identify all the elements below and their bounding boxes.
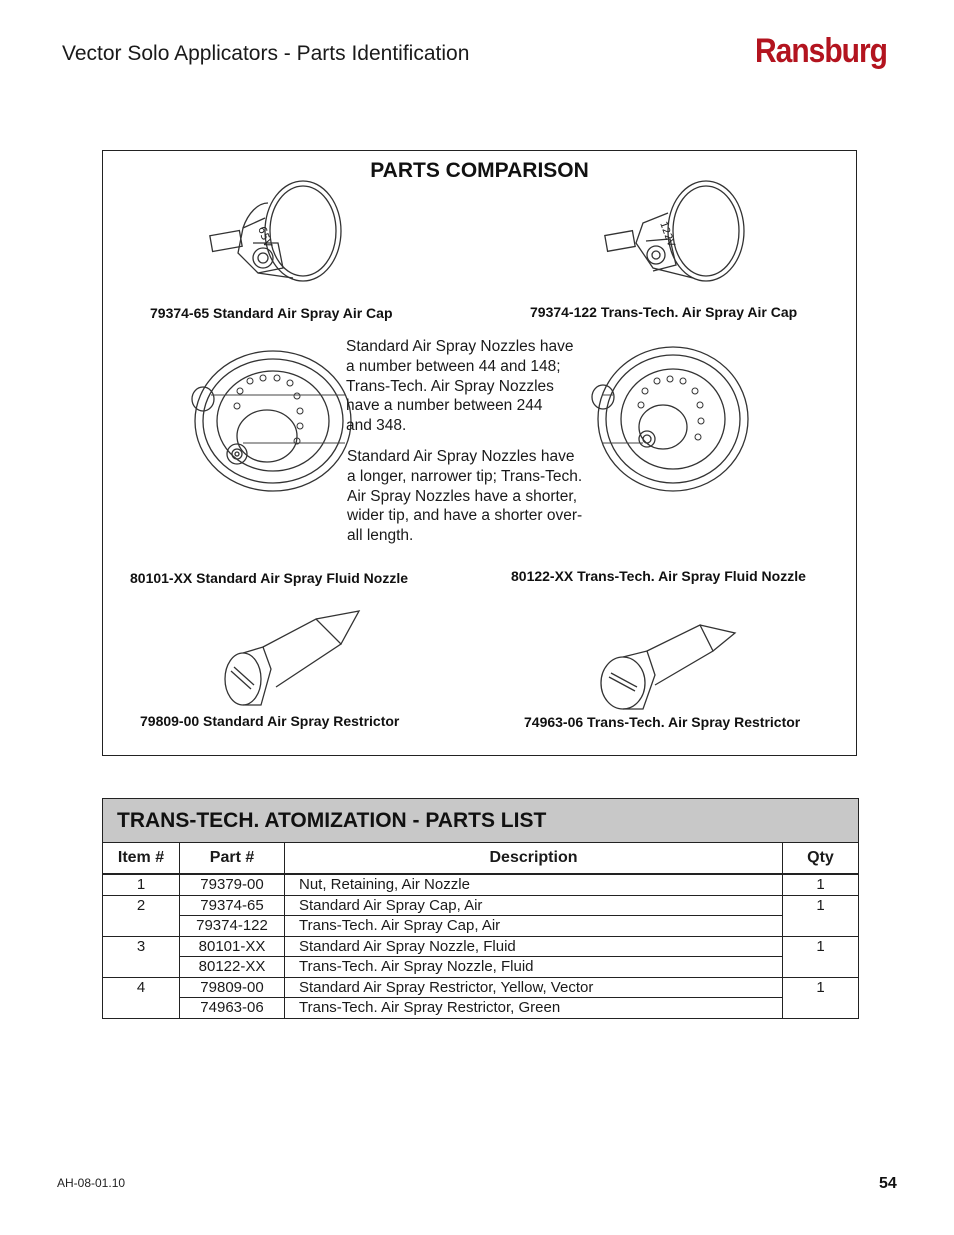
description-cell: Standard Air Spray Nozzle, Fluid: [285, 936, 783, 957]
table-row: [103, 998, 859, 1019]
part-cell: 74963-06: [180, 998, 285, 1019]
qty-cell: 1: [783, 977, 859, 1018]
note2-line: a longer, narrower tip; Trans-Tech.: [347, 467, 583, 485]
table-row: [103, 957, 859, 978]
description-cell: Nut, Retaining, Air Nozzle: [285, 874, 783, 895]
description-cell: Standard Air Spray Cap, Air: [285, 895, 783, 916]
item-cell: 1: [103, 874, 180, 895]
qty-cell: 1: [783, 936, 859, 977]
parts-comparison-panel: [102, 150, 857, 756]
standard-cap-marking: 65V: [255, 224, 275, 250]
description-cell: Standard Air Spray Restrictor, Yellow, Vector: [285, 977, 783, 998]
document-code: AH-08-01.10: [57, 1176, 126, 1190]
transtech-cap-marking: 122V: [657, 220, 677, 249]
description-cell: Trans-Tech. Air Spray Restrictor, Green: [285, 998, 783, 1019]
caption-transtech-air-cap: 79374-122 Trans-Tech. Air Spray Air Cap: [530, 304, 798, 320]
qty-cell: 1: [783, 895, 859, 936]
table-row: [103, 916, 859, 937]
item-cell: 3: [103, 936, 180, 977]
part-cell: 79374-65: [180, 895, 285, 916]
note1-line: a number between 44 and 148;: [346, 357, 561, 375]
caption-transtech-restrictor: 74963-06 Trans-Tech. Air Spray Restrictor: [524, 714, 801, 730]
col-header-part: Part #: [180, 843, 285, 875]
table-row: [103, 874, 859, 895]
table-row: [103, 977, 859, 998]
item-cell: 2: [103, 895, 180, 936]
brand-logo: Ransburg: [755, 32, 888, 70]
caption-standard-fluid-nozzle: 80101-XX Standard Air Spray Fluid Nozzle: [130, 570, 409, 586]
note1-line: Standard Air Spray Nozzles have: [346, 338, 574, 355]
parts-list-title: TRANS-TECH. ATOMIZATION - PARTS LIST: [103, 799, 859, 843]
note2-line: all length.: [347, 527, 414, 545]
note2-line: wider tip, and have a shorter over-: [347, 507, 583, 525]
table-row: [103, 936, 859, 957]
col-header-item: Item #: [103, 843, 180, 875]
description-cell: Trans-Tech. Air Spray Cap, Air: [285, 916, 783, 937]
transtech-restrictor-illustration: [595, 613, 740, 713]
parts-comparison-title: PARTS COMPARISON: [370, 159, 589, 182]
qty-cell: 1: [783, 874, 859, 895]
part-cell: 80122-XX: [180, 957, 285, 978]
standard-restrictor-illustration: [221, 609, 366, 709]
caption-standard-restrictor: 79809-00 Standard Air Spray Restrictor: [140, 713, 400, 729]
note2-line: Standard Air Spray Nozzles have: [347, 448, 575, 465]
note1-line: Trans-Tech. Air Spray Nozzles: [346, 377, 554, 395]
description-cell: Trans-Tech. Air Spray Nozzle, Fluid: [285, 957, 783, 978]
part-cell: 79379-00: [180, 874, 285, 895]
col-header-qty: Qty: [783, 843, 859, 875]
part-cell: 80101-XX: [180, 936, 285, 957]
table-header-row: [103, 843, 859, 875]
note1-line: and 348.: [346, 417, 407, 435]
part-cell: 79374-122: [180, 916, 285, 937]
col-header-description: Description: [285, 843, 783, 875]
caption-standard-air-cap: 79374-65 Standard Air Spray Air Cap: [150, 305, 393, 321]
caption-transtech-fluid-nozzle: 80122-XX Trans-Tech. Air Spray Fluid Nozzle: [511, 568, 806, 584]
page-header-title: Vector Solo Applicators - Parts Identification: [62, 42, 470, 65]
item-cell: 4: [103, 977, 180, 1018]
table-row: [103, 895, 859, 916]
nozzle-tip-note: [347, 447, 582, 546]
note2-line: Air Spray Nozzles have a shorter,: [347, 487, 578, 505]
part-cell: 79809-00: [180, 977, 285, 998]
page-number: 54: [879, 1175, 897, 1192]
parts-list-table: [102, 798, 859, 1019]
note1-line: have a number between 244: [346, 397, 543, 415]
nozzle-number-note: [346, 337, 573, 436]
